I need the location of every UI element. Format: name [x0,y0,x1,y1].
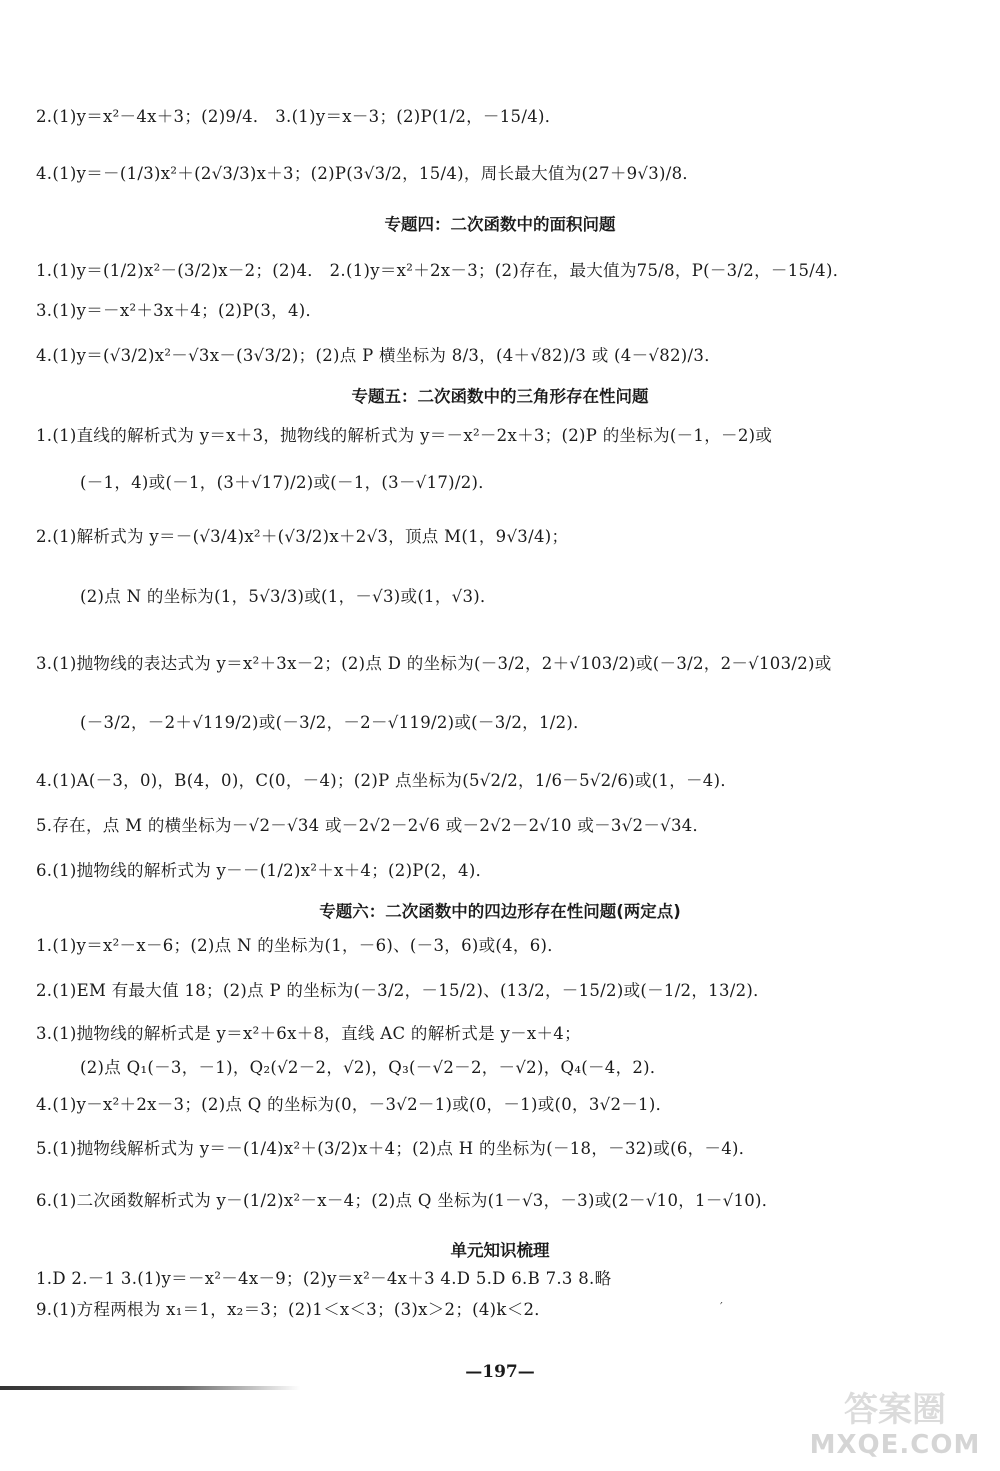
answer-line: 2.(1)EM 有最大值 18；(2)点 P 的坐标为(－3/2，－15/2)、(13/2，－15/2)或(－1/2，13/2)． [36,981,770,1000]
answer-line: 3.(1)抛物线的解析式是 y＝x²＋6x＋8，直线 AC 的解析式是 y－x＋4； [36,1024,581,1043]
answer-line: 3.(1)抛物线的表达式为 y＝x²＋3x－2；(2)点 D 的坐标为(－3/2，2＋√103/2)或(－3/2，2－√103/2)或 [36,654,832,673]
answer-line: (2)点 N 的坐标为(1，5√3/3)或(1，－√3)或(1，√3)． [80,587,497,606]
answer-line: 2.(1)解析式为 y＝－(√3/4)x²＋(√3/2)x＋2√3，顶点 M(1，9√3/4)； [36,527,569,546]
answer-line: 1.D 2.－1 3.(1)y＝－x²－4x－9；(2)y＝x²－4x＋3 4.D 5.D 6.B 7.3 8.略 [36,1269,612,1288]
answer-line: 1.(1)y＝(1/2)x²－(3/2)x－2；(2)4． 2.(1)y＝x²＋2x－3；(2)存在，最大值为75/8，P(－3/2，－15/4)． [36,261,850,280]
answer-line: 1.(1)直线的解析式为 y＝x＋3，抛物线的解析式为 y＝－x²－2x＋3；(2)P 的坐标为(－1，－2)或 [36,426,773,445]
answer-line: 6.(1)二次函数解析式为 y－(1/2)x²－x－4；(2)点 Q 坐标为(1－√3，－3)或(2－√10，1－√10)． [36,1191,779,1210]
answer-line: 4.(1)y＝(√3/2)x²－√3x－(3√3/2)；(2)点 P 横坐标为 8/3，(4＋√82)/3 或 (4－√82)/3． [36,346,721,365]
answer-line: 1.(1)y＝x²－x－6；(2)点 N 的坐标为(1，－6)、(－3，6)或(4，6)． [36,936,565,955]
section-heading: 单元知识梳理 [450,1241,550,1260]
bottom-rule [0,1386,300,1390]
answer-line: 5.(1)抛物线解析式为 y＝－(1/4)x²＋(3/2)x＋4；(2)点 H 的坐标为(－18，－32)或(6，－4)． [36,1139,756,1158]
section-heading: 专题四：二次函数中的面积问题 [384,215,616,234]
answer-line: 9.(1)方程两根为 x₁＝1，x₂＝3；(2)1＜x＜3；(3)x＞2；(4)k＜2． [36,1300,552,1319]
answer-line: (－3/2，－2＋√119/2)或(－3/2，－2－√119/2)或(－3/2，1/2)． [80,713,590,732]
answer-line: (－1，4)或(－1，(3＋√17)/2)或(－1，(3－√17)/2)． [80,473,496,492]
answer-line: (2)点 Q₁(－3，－1)，Q₂(√2－2，√2)，Q₃(－√2－2，－√2)，Q₄(－4，2)． [80,1058,667,1077]
page-number: —197— [465,1362,535,1382]
section-heading: 专题六：二次函数中的四边形存在性问题(两定点) [319,902,681,921]
answer-line: 4.(1)A(－3，0)，B(4，0)，C(0，－4)；(2)P 点坐标为(5√2/2，1/6－5√2/6)或(1，－4)． [36,771,738,790]
answer-line: 4.(1)y＝－(1/3)x²＋(2√3/3)x＋3；(2)P(3√3/2，15/4)，周长最大值为(27＋9√3)/8． [36,164,700,183]
watermark-logo [800,1382,990,1462]
stray-mark: ′ [720,1300,723,1314]
watermark-glyphs: 答案圈 [844,1390,946,1430]
watermark-text: MXQE.COM [809,1430,981,1460]
section-heading: 专题五：二次函数中的三角形存在性问题 [351,387,649,406]
answer-line: 4.(1)y－x²＋2x－3；(2)点 Q 的坐标为(0，－3√2－1)或(0，－1)或(0，3√2－1)． [36,1095,673,1114]
answer-line: 5.存在，点 M 的横坐标为－√2－√34 或－2√2－2√6 或－2√2－2√10 或－3√2－√34． [36,816,710,835]
answer-line: 2.(1)y＝x²－4x＋3；(2)9/4． 3.(1)y＝x－3；(2)P(1/2，－15/4)． [36,107,562,126]
answer-line: 6.(1)抛物线的解析式为 y－－(1/2)x²＋x＋4；(2)P(2，4)． [36,861,493,880]
answer-line: 3.(1)y＝－x²＋3x＋4；(2)P(3，4)． [36,301,323,320]
